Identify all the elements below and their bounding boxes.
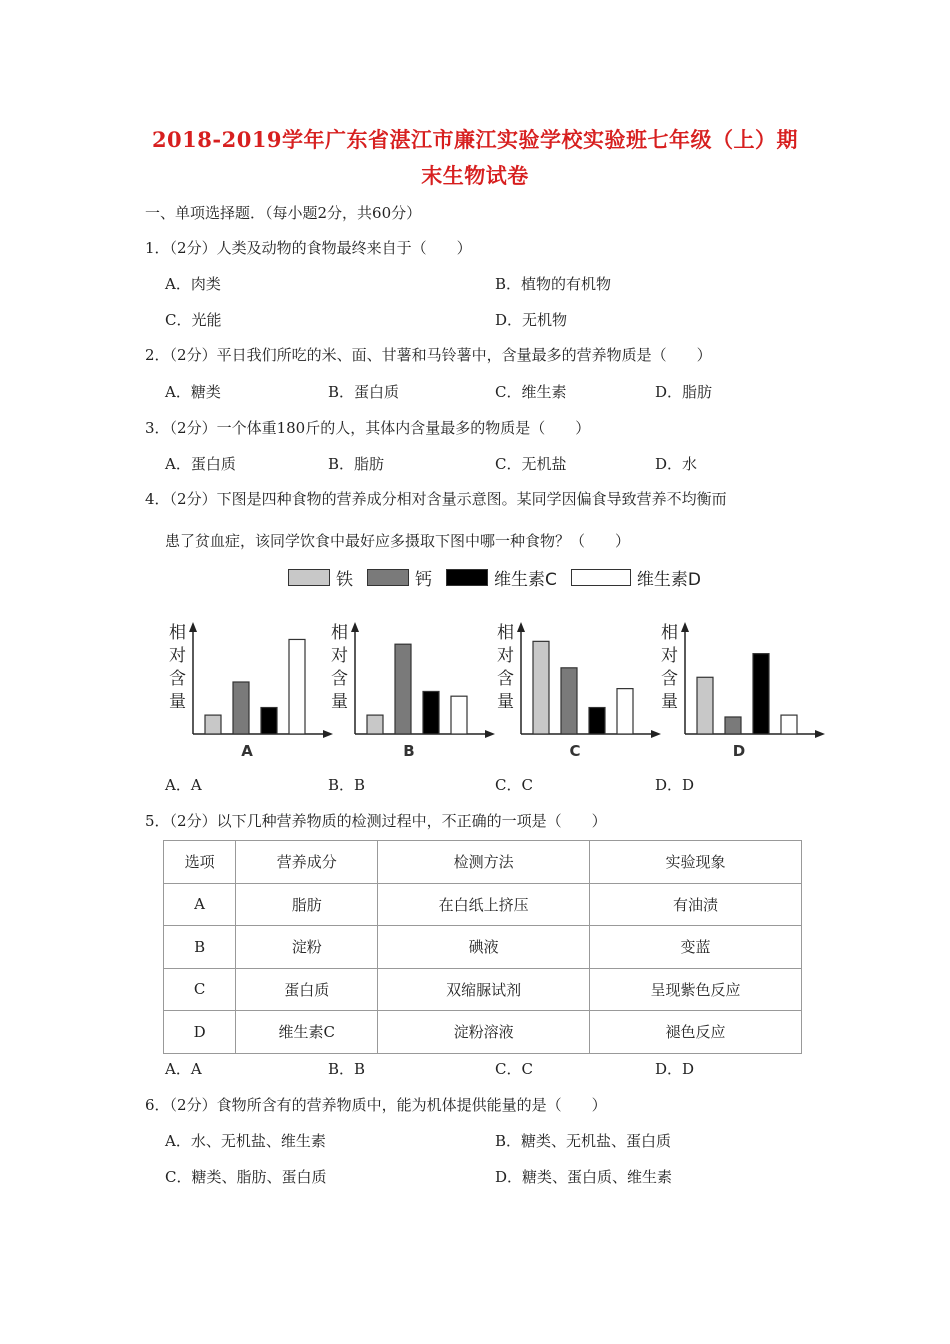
bar-calcium	[233, 682, 249, 734]
q6-option-c: C．糖类、脂肪、蛋白质	[165, 1168, 327, 1186]
chart-category-label: D	[732, 742, 746, 760]
y-axis-arrow-icon	[681, 622, 689, 632]
legend-label-calcium: 钙	[415, 569, 432, 590]
q3-option-b: B．脂肪	[328, 455, 385, 473]
q6-stem: 6．（2分）食物所含有的营养物质中，能为机体提供能量的是（ ）	[145, 1096, 607, 1114]
q4-stem-line2: 患了贫血症，该同学饮食中最好应多摄取下图中哪一种食物？（ ）	[165, 532, 631, 550]
y-axis-label-char: 对	[661, 646, 678, 666]
q4-option-c: C．C	[495, 776, 533, 794]
bar-vitamin-d	[289, 639, 305, 734]
y-axis-label-char: 含	[661, 669, 678, 689]
bar-calcium	[725, 717, 741, 734]
q4-option-d: D．D	[655, 776, 695, 794]
q2-option-c: C．维生素	[495, 383, 567, 401]
y-axis-label-char: 对	[331, 646, 348, 666]
chart-b	[327, 620, 497, 770]
q5-option-a: A．A	[165, 1060, 202, 1078]
y-axis-arrow-icon	[351, 622, 359, 632]
table-cell: 淀粉溶液	[378, 1011, 590, 1054]
q6-option-a: A．水、无机盐、维生素	[165, 1132, 326, 1150]
bar-vitamin-c	[423, 691, 439, 734]
table-header-cell: 实验现象	[590, 841, 802, 884]
y-axis-label-char: 量	[497, 692, 514, 712]
table-cell: D	[164, 1011, 236, 1054]
table-cell: 褪色反应	[590, 1011, 802, 1054]
doc-title-line2: 末生物试卷	[421, 163, 529, 188]
table-cell: 蛋白质	[236, 968, 378, 1011]
legend-swatch-iron	[288, 569, 330, 586]
y-axis-label-char: 对	[497, 646, 514, 666]
legend-item-iron	[288, 565, 353, 590]
q1-option-c: C．光能	[165, 311, 222, 329]
y-axis-label-char: 相	[661, 623, 678, 643]
table-row	[164, 1011, 802, 1054]
bar-vitamin-c	[753, 654, 769, 734]
q2-option-a: A．糖类	[165, 383, 221, 401]
bar-calcium	[561, 668, 577, 734]
legend-item-vitamin-c	[446, 565, 557, 590]
chart-category-label: B	[403, 742, 415, 760]
table-cell: 维生素C	[236, 1011, 378, 1054]
table-cell: 淀粉	[236, 926, 378, 969]
table-cell: B	[164, 926, 236, 969]
bar-iron	[533, 641, 549, 734]
bar-chart-svg	[165, 620, 335, 770]
chart-category-label: C	[569, 742, 581, 760]
legend-label-vitamin-d: 维生素D	[636, 569, 701, 590]
y-axis-arrow-icon	[189, 622, 197, 632]
table-cell: 呈现紫色反应	[590, 968, 802, 1011]
q2-stem: 2．（2分）平日我们所吃的米、面、甘薯和马铃薯中，含量最多的营养物质是（ ）	[145, 346, 712, 364]
table-cell: 在白纸上挤压	[378, 883, 590, 926]
legend-swatch-calcium	[367, 569, 409, 586]
table-cell: 双缩脲试剂	[378, 968, 590, 1011]
y-axis-arrow-icon	[517, 622, 525, 632]
q1-stem: 1．（2分）人类及动物的食物最终来自于（ ）	[145, 239, 472, 257]
table-header-cell: 选项	[164, 841, 236, 884]
q1-option-d: D．无机物	[495, 311, 568, 329]
doc-title-line1: 2018-2019学年广东省湛江市廉江实验学校实验班七年级（上）期	[151, 127, 799, 152]
table-cell: 有油渍	[590, 883, 802, 926]
q3-option-d: D．水	[655, 455, 698, 473]
q6-option-b: B．糖类、无机盐、蛋白质	[495, 1132, 672, 1150]
q4-option-a: A．A	[165, 776, 202, 794]
table-header-cell: 营养成分	[236, 841, 378, 884]
legend-item-calcium	[367, 565, 432, 590]
q1-option-b: B．植物的有机物	[495, 275, 612, 293]
bar-vitamin-c	[261, 708, 277, 734]
table-row	[164, 968, 802, 1011]
y-axis-label-char: 含	[497, 669, 514, 689]
chart-d	[657, 620, 827, 770]
q2-option-b: B．蛋白质	[328, 383, 400, 401]
q3-option-a: A．蛋白质	[165, 455, 236, 473]
table-cell: A	[164, 883, 236, 926]
y-axis-label-char: 相	[331, 623, 348, 643]
bar-vitamin-d	[617, 689, 633, 734]
q1-option-a: A．肉类	[165, 275, 221, 293]
y-axis-label-char: 含	[169, 669, 186, 689]
bar-vitamin-d	[781, 715, 797, 734]
table-header-cell: 检测方法	[378, 841, 590, 884]
y-axis-label-char: 对	[169, 646, 186, 666]
chart-legend	[288, 564, 715, 590]
y-axis-label-char: 含	[331, 669, 348, 689]
bar-iron	[367, 715, 383, 734]
section-heading: 一、单项选择题．（每小题2分，共60分）	[145, 204, 422, 222]
legend-item-vitamin-d	[571, 565, 701, 590]
q5-option-b: B．B	[328, 1060, 366, 1078]
q5-stem: 5．（2分）以下几种营养物质的检测过程中，不正确的一项是（ ）	[145, 812, 607, 830]
legend-swatch-vitamin-d	[571, 569, 631, 586]
q5-option-c: C．C	[495, 1060, 533, 1078]
y-axis-label-char: 量	[661, 692, 678, 712]
table-cell: 变蓝	[590, 926, 802, 969]
table-header-row	[164, 841, 802, 884]
legend-label-vitamin-c: 维生素C	[494, 569, 557, 590]
table-row	[164, 926, 802, 969]
chart-a	[165, 620, 335, 770]
q2-option-d: D．脂肪	[655, 383, 713, 401]
table-cell: 脂肪	[236, 883, 378, 926]
q6-option-d: D．糖类、蛋白质、维生素	[495, 1168, 673, 1186]
q4-option-b: B．B	[328, 776, 366, 794]
bar-chart-svg	[657, 620, 827, 770]
q5-option-d: D．D	[655, 1060, 695, 1078]
table-cell: C	[164, 968, 236, 1011]
chart-c	[493, 620, 663, 770]
legend-swatch-vitamin-c	[446, 569, 488, 586]
bar-vitamin-c	[589, 708, 605, 734]
table-row	[164, 883, 802, 926]
q5-table	[163, 840, 802, 1054]
y-axis-label-char: 量	[331, 692, 348, 712]
chart-category-label: A	[241, 742, 253, 760]
bar-iron	[697, 677, 713, 734]
legend-label-iron: 铁	[336, 569, 353, 590]
q3-option-c: C．无机盐	[495, 455, 567, 473]
table-cell: 碘液	[378, 926, 590, 969]
bar-iron	[205, 715, 221, 734]
y-axis-label-char: 相	[169, 623, 186, 643]
x-axis-arrow-icon	[815, 730, 825, 738]
y-axis-label-char: 相	[497, 623, 514, 643]
bar-chart-svg	[327, 620, 497, 770]
q3-stem: 3．（2分）一个体重180斤的人，其体内含量最多的物质是（ ）	[145, 419, 591, 437]
bar-calcium	[395, 644, 411, 734]
y-axis-label-char: 量	[169, 692, 186, 712]
q4-stem-line1: 4．（2分）下图是四种食物的营养成分相对含量示意图。某同学因偏食导致营养不均衡而	[145, 490, 727, 508]
bar-vitamin-d	[451, 696, 467, 734]
bar-chart-svg	[493, 620, 663, 770]
